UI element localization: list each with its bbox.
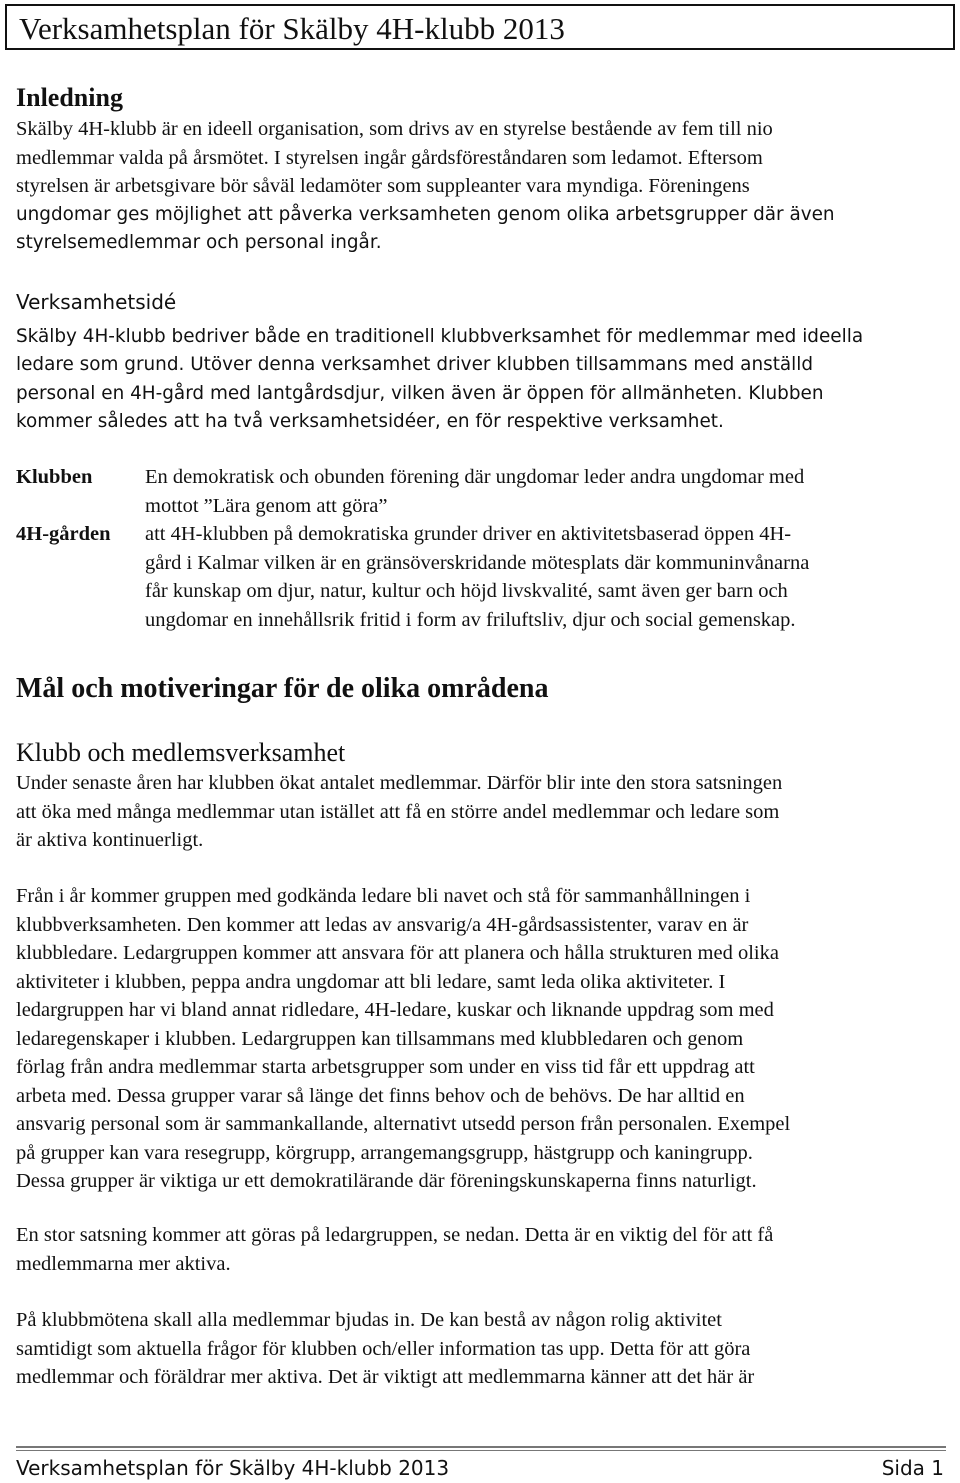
text-line: ungdomar ges möjlighet att påverka verksamheten genom olika arbetsgrupper där även xyxy=(16,203,835,225)
definition-term-4h-garden: 4H-gården xyxy=(16,523,111,545)
document-title: Verksamhetsplan för Skälby 4H-klubb 2013 xyxy=(19,11,565,46)
text-line: att öka med många medlemmar utan istället att få en större andel medlemmar och ledare som xyxy=(16,800,780,823)
text-line: På klubbmötena skall alla medlemmar bjudas in. De kan bestå av någon rolig aktivitet xyxy=(16,1309,722,1331)
paragraph-klubb-1 xyxy=(16,769,946,855)
footer-page-number: Sida 1 xyxy=(881,1456,944,1480)
heading-mal-och-motiveringar: Mål och motiveringar för de olika områdena xyxy=(16,673,549,704)
text-line: klubbverksamheten. Den kommer att ledas av ansvarig/a 4H-gårdsassistenter, varav en är xyxy=(16,913,749,936)
paragraph-klubb-2 xyxy=(16,882,946,1196)
text-line: mottot ”Lära genom att göra” xyxy=(145,494,388,517)
text-line: ungdomar en innehållsrik fritid i form av friluftsliv, djur och social gemenskap. xyxy=(145,608,796,631)
text-line: är aktiva kontinuerligt. xyxy=(16,829,204,851)
text-line: får kunskap om djur, natur, kultur och höjd livskvalité, samt även ger barn och xyxy=(145,580,788,602)
title-box xyxy=(5,4,955,50)
text-line: En demokratisk och obunden förening där ungdomar leder andra ungdomar med xyxy=(145,466,805,488)
text-line: Skälby 4H-klubb är en ideell organisation, som drivs av en styrelse bestående av fem till nio xyxy=(16,118,773,140)
text-line: medlemmar och föräldrar mer aktiva. Det är viktigt att medlemmarna känner att det här är xyxy=(16,1366,755,1388)
text-line: Från i år kommer gruppen med godkända ledare bli navet och stå för sammanhållningen i xyxy=(16,885,751,907)
heading-klubb-och-medlemsverksamhet: Klubb och medlemsverksamhet xyxy=(16,738,346,767)
text-line: förlag från andra medlemmar starta arbetsgrupper som under en viss tid får ett uppdrag att xyxy=(16,1056,755,1078)
text-line: arbeta med. Dessa grupper varar så länge det finns behov och de behövs. De har alltid en xyxy=(16,1084,745,1107)
paragraph-verksamhetside xyxy=(16,323,946,437)
definition-body-4h-garden xyxy=(145,520,945,634)
text-line: på grupper kan vara resegrupp, körgrupp, arrangemangsgrupp, hästgrupp och kaningrupp. xyxy=(16,1141,753,1164)
text-line: styrelsemedlemmar och personal ingår. xyxy=(16,231,382,253)
footer-rule xyxy=(16,1446,946,1448)
text-line: Skälby 4H-klubb bedriver både en traditionell klubbverksamhet för medlemmar med ideella xyxy=(16,326,864,347)
text-line: aktiviteter i klubben, peppa andra ungdomar att bli ledare, samt leda olika aktiviteter. I xyxy=(16,970,726,993)
text-line: styrelsen är arbetsgivare bör såväl ledamöter som suppleanter vara myndiga. Föreningens xyxy=(16,175,750,197)
paragraph-klubb-3 xyxy=(16,1221,946,1278)
text-line: Under senaste åren har klubben ökat antalet medlemmar. Därför blir inte den stora satsningen xyxy=(16,772,783,794)
text-line: att 4H-klubben på demokratiska grunder driver en aktivitetsbaserad öppen 4H- xyxy=(145,523,792,545)
text-line: medlemmar valda på årsmötet. I styrelsen ingår gårdsföreståndaren som ledamot. Eftersom xyxy=(16,146,763,169)
footer-rule-thin xyxy=(16,1450,946,1451)
heading-inledning: Inledning xyxy=(16,83,123,112)
text-line: medlemmarna mer aktiva. xyxy=(16,1252,231,1275)
text-line: ansvarig personal som är sammankallande, alternativt utsedd person från personalen. Exempel xyxy=(16,1113,791,1135)
text-line: En stor satsning kommer att göras på ledargruppen, se nedan. Detta är en viktig del för att få xyxy=(16,1224,774,1246)
text-line: kommer således att ha två verksamhetsidéer, en för respektive verksamhet. xyxy=(16,411,724,433)
definition-term-klubben: Klubben xyxy=(16,466,93,488)
heading-verksamhetside: Verksamhetsidé xyxy=(16,290,177,314)
text-line: personal en 4H-gård med lantgårdsdjur, vilken även är öppen för allmänheten. Klubben xyxy=(16,382,824,404)
text-line: ledare som grund. Utöver denna verksamhet driver klubben tillsammans med anställd xyxy=(16,354,814,376)
text-line: gård i Kalmar vilken är en gränsöverskridande mötesplats där kommuninvånarna xyxy=(145,551,810,574)
definition-body-klubben xyxy=(145,463,945,520)
text-line: klubbledare. Ledargruppen kommer att ansvara för att planera och hålla strukturen med olika xyxy=(16,942,779,964)
text-line: Dessa grupper är viktiga ur ett demokratilärande där föreningskunskaperna finns naturligt. xyxy=(16,1170,757,1192)
text-line: ledaregenskaper i klubben. Ledargruppen kan tillsammans med klubbledaren och genom xyxy=(16,1027,744,1050)
text-line: ledargruppen har vi bland annat ridledare, 4H-ledare, kuskar och liknande uppdrag som med xyxy=(16,999,774,1021)
footer-document-title: Verksamhetsplan för Skälby 4H-klubb 2013 xyxy=(16,1456,450,1480)
text-line: samtidigt som aktuella frågor för klubben och/eller information tas upp. Detta för att göra xyxy=(16,1337,751,1360)
paragraph-inledning xyxy=(16,115,946,257)
paragraph-klubb-4 xyxy=(16,1306,946,1392)
